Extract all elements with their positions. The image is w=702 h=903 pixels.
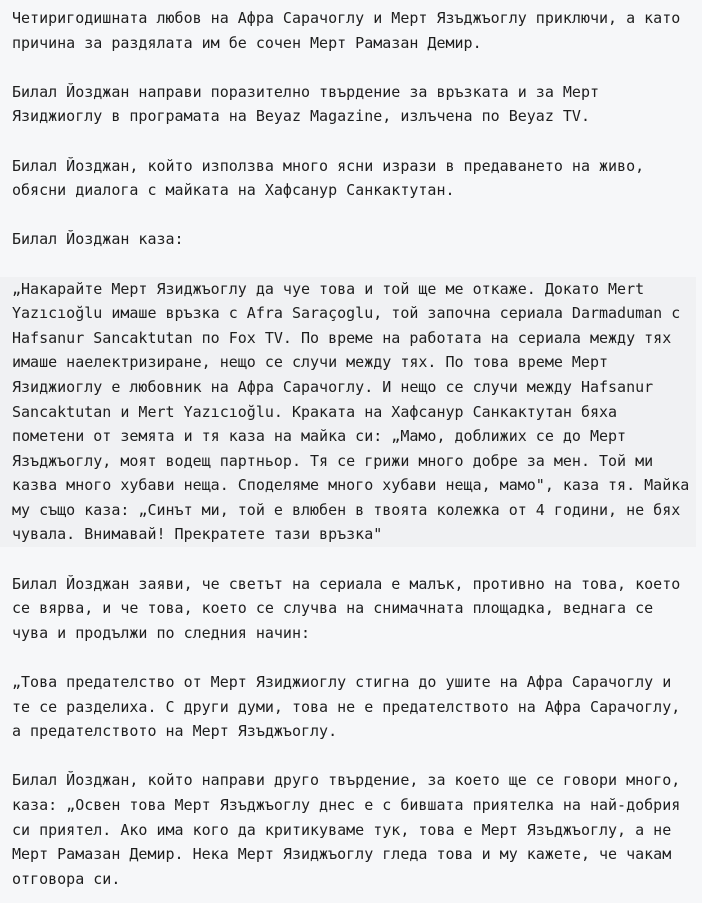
- paragraph: [12, 80, 696, 129]
- paragraph: [12, 768, 696, 891]
- text-line: Мерт Рамазан Демир. Нека Мерт Язиджъоглу гледа това и му кажете, че чакам: [12, 845, 672, 864]
- text-line: „Това предателство от Мерт Язиджиоглу стигна до ушите на Афра Сарачоглу и: [12, 673, 672, 692]
- text-line: имаше наелектризиране, нещо се случи между тях. По това време Мерт: [12, 353, 609, 372]
- text-line: чува и продължи по следния начин:: [12, 623, 311, 642]
- text-line: Yazıcıoğlu имаше връзка с Afra Saraçoglu, той започна сериала Darmaduman с: [12, 304, 681, 323]
- text-line: си приятел. Ако има кого да критикуваме тук, това е Мерт Язъджъоглу, а не: [12, 820, 672, 839]
- text-line: те се разделиха. С други думи, това не е предателството на Афра Сарачоглу,: [12, 697, 681, 716]
- text-line: Четиригодишната любов на Афра Сарачоглу и Мерт Язъджъоглу приключи, а като: [12, 9, 681, 27]
- paragraph-gap: [12, 129, 702, 154]
- text-line: му също каза: „Синът ми, той е влюбен в твоята колежка от 4 години, не бях: [12, 500, 681, 519]
- text-line: Билал Йозджан, който използва много ясни изрази в предаването на живо,: [12, 156, 645, 175]
- quote-paragraph: [0, 277, 696, 548]
- paragraph-gap: [12, 645, 702, 670]
- paragraph: [12, 154, 696, 203]
- paragraph: [12, 6, 696, 55]
- text-line: се вярва, и че това, което се случва на снимачната площадка, веднага се: [12, 599, 654, 618]
- text-line: Язъджъоглу, моят водещ партньор. Тя се грижи много добре за мен. Той ми: [12, 451, 654, 470]
- text-line: чувала. Внимавай! Прекратете тази връзка": [12, 525, 383, 544]
- paragraph: [12, 572, 696, 646]
- text-line: Билал Йозджан каза:: [12, 230, 184, 249]
- paragraph-gap: [12, 252, 702, 277]
- text-line: а предателството на Мерт Язъджъоглу.: [12, 722, 338, 741]
- text-line: Sancaktutan и Mert Yazıcıoğlu. Краката на Хафсанур Санкактутан бяха: [12, 402, 618, 421]
- paragraph-gap: [12, 203, 702, 228]
- text-line: Язиджиоглу в програмата на Beyaz Magazine, излъчена по Beyaz TV.: [12, 107, 590, 126]
- paragraph: [12, 670, 696, 744]
- paragraph-gap: [12, 547, 702, 572]
- text-line: отговора си.: [12, 869, 121, 888]
- text-line: причина за раздялата им бе сочен Мерт Рамазан Демир.: [12, 33, 482, 52]
- text-line: каза: „Освен това Мерт Язъджъоглу днес е с бившата приятелка на най-добрия: [12, 796, 681, 814]
- text-line: Билал Йозджан направи поразително твърдение за връзката и за Мерт: [12, 82, 599, 101]
- text-line: обясни диалога с майката на Хафсанур Санкактутан.: [12, 181, 455, 200]
- paragraph: [12, 227, 696, 252]
- text-line: Билал Йозджан, който направи друго твърдение, за което ще се говори много,: [12, 771, 681, 790]
- text-line: „Накарайте Мерт Язиджъоглу да чуе това и той ще ме откаже. Докато Mert: [12, 279, 645, 298]
- text-line: пометени от земята и тя каза на майка си: „Мамо, доближих се до Мерт: [12, 427, 627, 446]
- paragraph-gap: [12, 744, 702, 769]
- text-line: Hafsanur Sancaktutan по Fox TV. По време на работата на сериала между тях: [12, 328, 672, 347]
- paragraph-gap: [12, 55, 702, 80]
- text-line: Билал Йозджан заяви, че светът на сериала е малък, противно на това, което: [12, 574, 681, 593]
- text-line: Язиджиоглу е любовник на Афра Сарачоглу. И нещо се случи между Hafsanur: [12, 377, 654, 396]
- text-line: казва много хубави неща. Споделяме много хубави неща, мамо", каза тя. Майка: [12, 476, 690, 495]
